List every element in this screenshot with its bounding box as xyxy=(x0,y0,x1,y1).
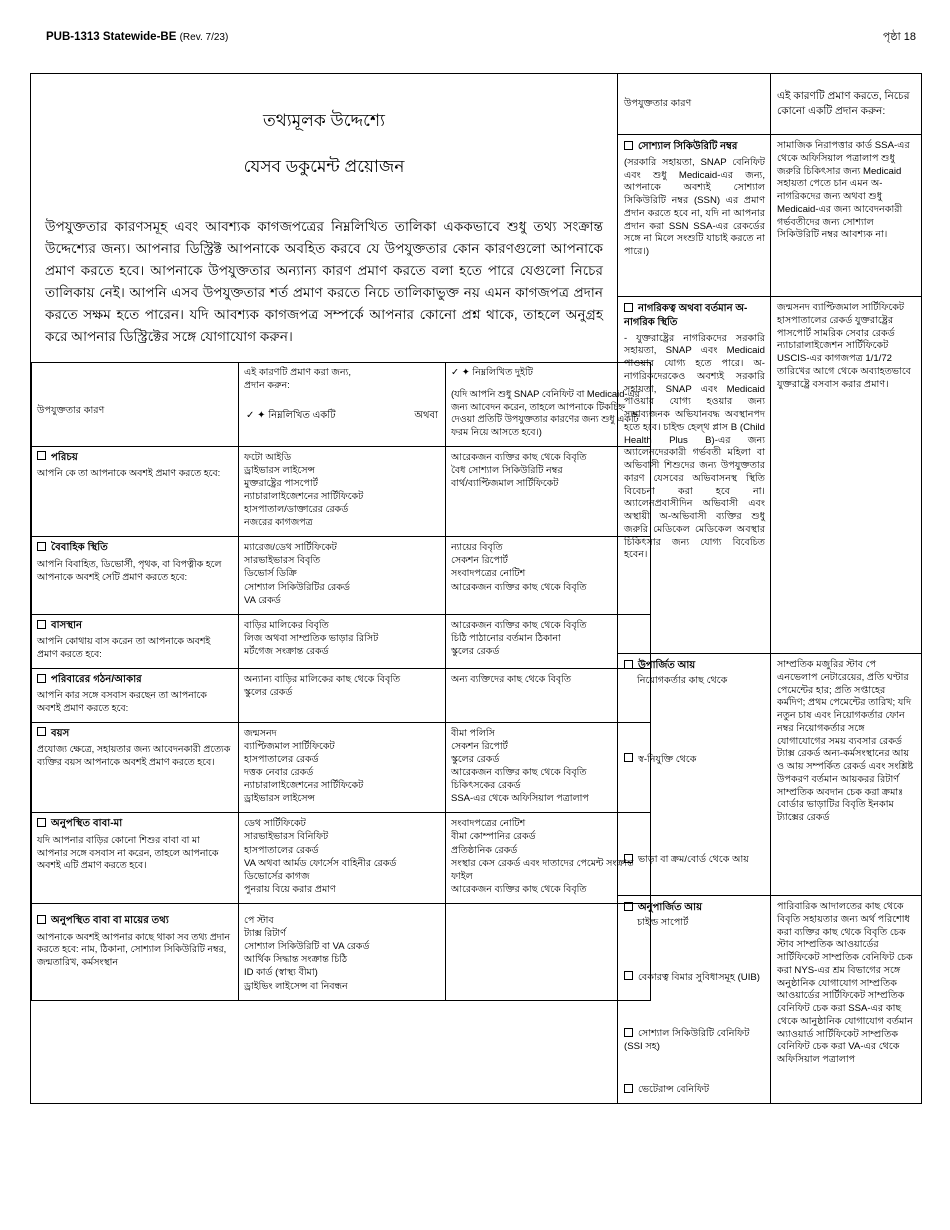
list-item: আরেকজন ব্যক্তির কাছ থেকে বিবৃতি xyxy=(451,619,587,631)
reason-title-text: অনুপার্জিত আয় xyxy=(638,902,702,913)
reason-earned-income xyxy=(618,654,770,896)
list-item: পে স্টাব xyxy=(244,914,274,926)
reason-title xyxy=(624,901,765,915)
doc-list xyxy=(451,619,645,658)
reason-subitem-rental xyxy=(624,854,765,867)
reason-subitem-label: স্ব-নিযুক্তি থেকে xyxy=(638,753,697,765)
list-item: ন্যাচারালাইজেশনের সার্টিফিকেট xyxy=(244,780,364,792)
list-item: সংবাদপত্রের নোটিশ xyxy=(451,818,526,830)
reason-title xyxy=(37,817,233,831)
list-item: সারভাইভারস বিনিফিট xyxy=(244,831,329,843)
spacer xyxy=(624,930,765,972)
reason-title-text: পরিচয় xyxy=(51,451,78,463)
reason-subitem-uib xyxy=(624,972,765,985)
table-row xyxy=(32,903,651,1000)
list-item: সেকশন রিপোর্ট xyxy=(451,555,508,567)
list-item: আরেকজন ব্যক্তির কাছ থেকে বিবৃতি xyxy=(451,581,587,593)
list-item: ডেথ সার্টিফিকেট xyxy=(244,818,306,830)
reason-subitem-child-support: চাইল্ড সাপোর্ট xyxy=(637,916,689,928)
list-item: ট্যাক্স রিটার্ণ xyxy=(244,928,286,940)
docs-one-of xyxy=(239,903,446,1000)
reason-title xyxy=(37,673,233,687)
right-header-row xyxy=(618,74,770,135)
reason-description: আপনাকে অবশই আপনার কাছে থাকা সব তথ্য প্রদান করতে হবে: নাম, ঠিকানা, সোশ্যাল সিকিউরিটি নম্বর, জন্মতারিখ, কর্মসংস্থান xyxy=(37,930,230,967)
checkbox-icon[interactable] xyxy=(624,753,633,762)
spacer xyxy=(624,766,765,854)
reason-household-composition xyxy=(32,668,239,722)
reason-description: আপনি কে তা আপনাকে অবশই প্রমাণ করতে হবে: xyxy=(37,467,221,479)
spacer xyxy=(624,688,765,754)
list-item: বাড়ির মালিকের বিবৃতি xyxy=(244,619,329,631)
list-item: মর্টগেজ সংক্রান্ত রেকর্ড xyxy=(244,646,329,658)
reason-absent-parent xyxy=(32,813,239,904)
left-header-one-of: ✓ ✦ নিম্নলিখিত একটি xyxy=(246,409,336,421)
right-reason-column xyxy=(618,74,771,1104)
checkbox-icon[interactable] xyxy=(37,674,46,683)
reason-title-text: পরিবারের গঠন/আকার xyxy=(51,673,142,685)
checkbox-icon[interactable] xyxy=(624,660,633,669)
doc-list xyxy=(244,817,440,896)
reason-title xyxy=(37,727,233,741)
list-item: সেকশন রিপোর্ট xyxy=(451,740,508,752)
reason-title xyxy=(37,541,233,555)
reason-body: (সরকারি সহায়তা, SNAP বেনিফিট এবং শুধু Medicaid-এর জন্য, আপনাকে অবশ্যই সোশ্যাল সিকিউরিটি নম্বর (SSN) এর প্রমাণ প্রদান করতে হবে না, যদি না আপনার প্রদান করা SSN SSA-এর রেকর্ডের সঙ্গে না মিলে সংশুটি যাচাই করতে না পারে।) xyxy=(624,156,765,257)
list-item: স্কুলের রেকর্ড xyxy=(451,753,500,765)
checkbox-icon[interactable] xyxy=(624,1084,633,1093)
document-main-table xyxy=(30,73,922,1104)
list-item: আরেকজন ব্যক্তির কাছ থেকে বিবৃতি xyxy=(451,451,587,463)
reason-title xyxy=(624,302,765,330)
reason-title xyxy=(624,140,765,154)
title-line-2: যেসব ডকুমেন্ট প্রয়োজন xyxy=(243,157,405,176)
document-title xyxy=(31,74,617,198)
list-item: হাসপাতালের রেকর্ড xyxy=(244,753,319,765)
reason-title xyxy=(624,659,765,673)
documents-citizenship: জন্মসনদ ব্যাপ্টিজমাল সার্টিফিকেট হাসপাতালের রেকর্ড যুক্তরাষ্ট্রের পাসপোর্ট সামরিক সেবার রেকর্ড ন্যাচারালাইজেশন সার্টিফিকেট USCIS-এর কাগজপত্র 1/1/72 তারিখের আগে থেকে অব্যাহতভাবে যুক্তরাষ্ট্রে বসবাস করার প্রমাণ। xyxy=(771,297,921,654)
left-header-provide-sub xyxy=(244,409,440,422)
reason-description: যদি আপনার বাড়ির কোনো শিশুর বাবা বা মা আপনার সঙ্গে বসবাস না করেন, তাহলে আপনাকে অবশই এটি প্রমাণ করতে হবে। xyxy=(37,833,219,871)
table-row xyxy=(32,614,651,668)
reason-description: আপনি কোথায় বাস করেন তা আপনাকে অবশই প্রমাণ করতে হবে: xyxy=(37,635,211,660)
list-item: হাসপাতাল/ডাক্তারের রেকর্ড xyxy=(244,504,349,516)
reason-unearned-income xyxy=(618,896,770,1103)
reason-title-text: বাসস্থান xyxy=(51,619,83,631)
form-id: PUB-1313 Statewide-BE xyxy=(46,31,177,43)
reason-subitem-label: বেকারত্ব বিমার সুবিধাসমূহ (UIB) xyxy=(638,971,760,983)
table-row xyxy=(618,654,770,896)
list-item: দত্তক নেবার রেকর্ড xyxy=(244,767,314,778)
table-row xyxy=(771,135,921,297)
list-item: চিঠি পাঠানোর বর্তমান ঠিকানা xyxy=(451,632,561,644)
right-header-row xyxy=(771,74,921,135)
right-documents-column xyxy=(771,74,922,1104)
doc-list xyxy=(244,619,440,658)
list-item: বৈধ সোশ্যাল সিকিউরিটি নম্বর xyxy=(451,464,563,476)
list-item: স্কুলের রেকর্ড xyxy=(451,646,500,658)
intro-paragraph: উপযুক্ততার কারণসমূহ এবং আবশ্যক কাগজপত্রের নিম্নলিখিত তালিকা এককভাবে শুধু তথ্য সংক্রান্ত উদ্দেশ্যের জন্য। আপনার ডিস্ট্রিক্ট আপনাকে অবহিত করবে যে উপযুক্ততার কোন কারণগুলো আপনাকে প্রমাণ করতে হবে। আপনাকে উপযুক্ততার অন্যান্য কারণ প্রমাণ করতে বলা হতে পারে যেগুলো নিচের তালিকায় নেই। আপনি এসব উপযুক্ততার শর্ত প্রমাণ করতে নিচে তালিকাভুক্ত নয় এমন কাগজপত্র প্রদান করতে সক্ষম হতে পারেন। যদি আবশ্যক কাগজপত্র সম্পর্কে আপনার কোনো প্রশ্ন থাকে, তাহলে অনুগ্রহ করে আপনার ডিস্ট্রিক্টের সঙ্গে যোগাযোগ করুন। xyxy=(45,219,603,345)
doc-list xyxy=(244,541,440,607)
reason-title xyxy=(37,914,233,928)
left-header-or: অথবা xyxy=(414,409,438,421)
reason-body: - যুক্তরাষ্ট্রের নাগরিকদের সরকারি সহায়তা, SNAP এবং Medicaid পাওয়ার যোগ্য হতে পারে। অ-নাগরিকদেরকেও অবশ্যই সরকারি সহায়তা, SNAP এবং Medicaid পাওয়ার যোগ্য হওয়ার জন্য সম্ভাব্যজনক অভিযানবদ্ধ অবস্থানপদ হতে হবে। চাইল্ড হেল্থ প্লাস B (Child Health Plus B)-এর জন্য অ্যালেনদেরকারী গর্ভবতী মহিলা বা অভিবাসী শিশুদের জন্য উপযুক্ততার কারণ যেসবের অভিবাসনস্থ স্থিতি বিবেচনা করা হবে না। অ্যালেনপ্রবাসীদিন অভিবাসী এবং অস্থায়ী অ-অভিবাসী ব্যক্তির শুধু জরুরি মেডিকেল মেডিকেল অবস্থার চিকিৎসার জন্য যোগ্য বিবেচিত হবেন। xyxy=(624,332,765,561)
list-item: ম্যারেজ/ডেথ সার্টিফিকেট xyxy=(244,542,337,554)
reason-subitem-label: ভেটেরান্স বেনিফিট xyxy=(638,1083,710,1095)
left-requirements-table xyxy=(31,362,651,1001)
doc-list xyxy=(244,673,440,699)
list-item: হাসপাতালের রেকর্ড xyxy=(244,844,319,856)
checkbox-icon[interactable] xyxy=(624,971,633,980)
doc-list xyxy=(451,541,645,593)
right-header-documents: এই কারণটি প্রমাণ করতে, নিচের কোনো একটি প্রদান করুন: xyxy=(771,74,921,135)
reason-title-text: অনুপস্থিত বাবা-মা xyxy=(51,818,123,830)
table-row xyxy=(618,135,770,297)
list-item: ডিভোর্স ডিক্রি xyxy=(244,568,297,580)
table-row xyxy=(32,813,651,904)
list-item: ফটো আইডি xyxy=(244,451,292,463)
doc-list xyxy=(244,727,440,806)
spacer xyxy=(624,984,765,1028)
list-item: স্কুলের রেকর্ড xyxy=(244,686,293,698)
reason-residence xyxy=(32,614,239,668)
left-header-two-of-line1: ✓ ✦ নিম্নলিখিত দুইটি xyxy=(451,367,533,379)
list-item: সংবাদপত্রের নোটিশ xyxy=(451,568,526,580)
list-item: VA রেকর্ড xyxy=(244,594,281,606)
checkbox-icon[interactable] xyxy=(624,141,633,150)
reason-title-text: উপার্জিত আয় xyxy=(638,660,696,671)
list-item: ডিভোর্সের কাগজ xyxy=(244,870,310,882)
list-item: বার্থ/ব্যাপ্টিজমাল সার্টিফিকেট xyxy=(451,477,559,489)
left-table-header-row xyxy=(32,363,651,447)
reason-title xyxy=(37,619,233,633)
doc-list xyxy=(451,673,645,686)
docs-one-of xyxy=(239,446,446,537)
left-header-provide-line2: প্রদান করুন: xyxy=(244,379,290,391)
list-item: চিকিৎসকের রেকর্ড xyxy=(451,780,521,792)
list-item: সোশ্যাল সিকিউরিটি বা VA রেকর্ড xyxy=(244,941,370,953)
checkbox-icon[interactable] xyxy=(37,727,46,736)
reason-description: আপনি কার সঙ্গে বসবাস করছেন তা আপনাকে অবশই প্রমাণ করতে হবে: xyxy=(37,689,207,713)
reason-title-text: বয়স xyxy=(51,727,70,739)
doc-list xyxy=(244,451,440,530)
reason-title-text: অনুপস্থিত বাবা বা মায়ের তথ্য xyxy=(51,914,169,926)
list-item: সংস্থার কেস রেকর্ড এবং দাতাদের পেমেন্ট সংক্রান্ত ফাইল xyxy=(451,857,634,882)
list-item: প্রতিষ্ঠানিক রেকর্ড xyxy=(451,844,518,856)
list-item: আরেকজন ব্যক্তির কাছ থেকে বিবৃতি xyxy=(451,883,587,895)
table-row xyxy=(32,446,651,537)
list-item: আর্থিক সিদ্ধান্ত সংক্রান্ত চিঠি xyxy=(244,954,348,966)
checkbox-icon[interactable] xyxy=(37,818,46,827)
list-item: অন্যান্য বাড়ির মালিকের কাছ থেকে বিবৃতি xyxy=(244,673,401,685)
page-number: পৃষ্ঠা 18 xyxy=(882,31,916,43)
list-item: সোশ্যাল সিকিউরিটির রেকর্ড xyxy=(244,581,350,593)
list-item: মুক্তরাষ্ট্রের পাসপোর্ট xyxy=(244,477,318,489)
reason-citizenship xyxy=(618,297,770,654)
list-item: ড্রাইভারস লাইসেন্স xyxy=(244,464,315,476)
checkbox-icon[interactable] xyxy=(37,620,46,629)
spacer xyxy=(624,1054,765,1084)
list-item: ID কার্ড (স্বাস্থ্য বীমা) xyxy=(244,967,318,979)
list-item: জন্মসনদ xyxy=(244,727,277,739)
left-header-provide xyxy=(239,363,446,447)
table-row xyxy=(32,668,651,722)
list-item: SSA-এর থেকে অফিসিয়াল পত্রালাপ xyxy=(451,793,589,805)
reason-title-text: সোশ্যাল সিকিউরিটি নম্বর xyxy=(638,141,738,152)
docs-one-of xyxy=(239,614,446,668)
reason-ssn xyxy=(618,135,770,297)
list-item: পুনরায় বিয়ে করার প্রমাণ xyxy=(244,883,336,895)
list-item: আরেকজন ব্যক্তির কাছ থেকে বিবৃতি xyxy=(451,767,587,778)
list-item: নজরের কাগজপত্র xyxy=(244,517,313,529)
form-revision: (Rev. 7/23) xyxy=(179,32,229,43)
reason-identity xyxy=(32,446,239,537)
left-header-reason: উপযুক্ততার কারণ xyxy=(32,363,239,447)
table-row xyxy=(32,722,651,813)
table-row xyxy=(771,654,921,896)
reason-subitem-self-employment xyxy=(624,754,765,767)
right-header-reason: উপযুক্ততার কারণ xyxy=(618,74,770,135)
left-header-provide-line1: এই কারণটি প্রমাণ করা জন্য, xyxy=(244,367,352,379)
checkbox-icon[interactable] xyxy=(624,303,633,312)
documents-earned-income: সাম্প্রতিক মজুরির স্টাব পে এনভেলাপ নেটারেয়ের, প্রতি ঘণ্টার পেমেন্টের হার; প্রতি সপ্তাহের কর্মদিণ; প্রথম পেমেন্টের তারিখ; যদি নতুন চাষ এবং নিয়োগকর্তার ফোন নম্বর নিয়োগকর্তার সঙ্গে যোগাযোগের সময় ব্যবসার রেকর্ড ট্যাক্স রেকর্ড অন্য-কর্মসংস্থানের আয় ও আয় সম্পর্কিত রেকর্ড এবং সংশ্লিষ্ট উপকরণ বর্তমান আয়করর রিটার্ণ সাম্প্রতিক অবদান চেক করা ক্রমাঃ বোর্ডার ভাড়াটির বিবৃতি ইনকাম ট্যাক্সের রেকর্ড xyxy=(771,654,921,896)
form-identifier xyxy=(46,31,228,43)
checkbox-icon[interactable] xyxy=(624,902,633,911)
reason-subitem-ssa xyxy=(624,1028,765,1054)
reason-absent-parent-info xyxy=(32,903,239,1000)
list-item: ড্রাইভিং লাইসেন্স বা নিবন্ধন xyxy=(244,980,348,992)
checkbox-icon[interactable] xyxy=(624,854,633,863)
table-row xyxy=(618,297,770,654)
reason-title-text: বৈবাহিক স্থিতি xyxy=(51,542,108,554)
reason-subitem-label: সোশ্যাল সিকিউরিটি বেনিফিট (SSI সহ) xyxy=(624,1028,750,1052)
list-item: অন্য ব্যক্তিদের কাছ থেকে বিবৃতি xyxy=(451,673,571,685)
list-item: সারভাইভারস বিবৃতি xyxy=(244,555,321,567)
reason-description: আপনি বিবাহিত, ডিভোর্সী, পৃথক, বা বিপত্নীক হলে আপনাকে অবশই সেটি প্রমাণ করতে হবে: xyxy=(37,557,222,582)
documents-ssn: সামাজিক নিরাপত্তার কার্ড SSA-এর থেকে অফিসিয়াল পত্রালাপ শুধু জরুরি চিকিৎসার জন্য Medicaid সহায়তা পেতে চান এমন অ-নাগরিকদের জন্য অথবা শুধু Medicaid-এর জন্য আবেদনকারী গর্ভবতীদের জন্য সোশ্যাল সিকিউরিটি নম্বর আবশ্যক না। xyxy=(771,135,921,297)
table-row xyxy=(32,537,651,615)
list-item: ব্যাপ্টিজমাল সার্টিফিকেট xyxy=(244,740,335,752)
title-line-1: তথ্যমূলক উদ্দেশ্যে xyxy=(263,111,385,130)
reason-title xyxy=(37,451,233,465)
doc-list xyxy=(451,817,645,896)
docs-one-of xyxy=(239,722,446,813)
doc-list xyxy=(451,727,645,806)
page-header xyxy=(30,28,920,47)
docs-one-of xyxy=(239,537,446,615)
reason-subitem-label: ভাড়া বা ক্রম/বোর্ড থেকে আয় xyxy=(638,854,749,866)
checkbox-icon[interactable] xyxy=(624,1028,633,1037)
docs-one-of xyxy=(239,668,446,722)
list-item: বীমা কোম্পানির রেকর্ড xyxy=(451,831,536,843)
reason-age xyxy=(32,722,239,813)
reason-title-text: নাগরিকত্ব অথবা বর্তমান অ-নাগরিক স্থিতি xyxy=(624,303,748,328)
documents-unearned-income: পারিবারিক আদালতের কাছ থেকে বিবৃতি সহায়তার জন্য অর্থ পরিশোধ করা ব্যক্তির কাছ থেকে বিবৃতি চেক স্টাব সাম্প্রতিক আওয়ার্ডের সার্টিফিকেট সাম্প্রতিক বেনিফিট চেক করা NYS-এর শ্রম বিভাগের সঙ্গে অনুষ্ঠানিক যোগাযোগ সাম্প্রতিক আওয়ার্ডের সার্টিফিকেট সাম্প্রতিক বেনিফিট চেক করা SSA-এর কাছ থেকে আনুষ্ঠানিক যোগাযোগ বর্তমান অ্যাওয়ার্ড সার্টিফিকেট সাম্প্রতিক বেনিফিট চেক করা VA-এর থেকে অফিসিয়াল পত্রালাপ xyxy=(771,896,921,1073)
list-item: ড্রাইভারস লাইসেন্স xyxy=(244,793,315,805)
right-documents-table xyxy=(771,74,921,1073)
checkbox-icon[interactable] xyxy=(37,451,46,460)
left-header-note: (যদি আপনি শুধু SNAP বেনিফিট বা Medicaid-এর জন্য আবেদন করেন, তাহলে আপনাকে টিকচিহ্ন দেওয়া প্রতিটি উপযুক্ততার কারণের জন্য শুধু একটি ফরম নিয়ে আসতে হবে।) xyxy=(451,387,640,437)
left-section xyxy=(31,74,640,1104)
reason-subitem-veterans xyxy=(624,1084,765,1097)
reason-subitem-employer: নিয়োগকর্তার কাছ থেকে xyxy=(637,674,728,686)
checkbox-icon[interactable] xyxy=(37,915,46,924)
table-row xyxy=(771,896,921,1073)
reason-description: প্রযোজ্য ক্ষেত্রে, সহায়তার জন্য আবেদনকারী প্রত্যেক ব্যক্তির বয়স আপনাকে অবশই প্রমাণ করতে হবে। xyxy=(37,743,231,767)
doc-list xyxy=(451,451,645,490)
list-item: বীমা পলিসি xyxy=(451,727,495,739)
right-reason-table xyxy=(618,74,770,1103)
list-item: VA অথবা আর্মড ফোর্সেস বাহিনীর রেকর্ড xyxy=(244,857,397,869)
list-item: লিজ অথবা সাম্প্রতিক ভাড়ার রিসিট xyxy=(244,632,379,644)
list-item: ন্যাচারালাইজেশনের সার্টিফিকেট xyxy=(244,490,364,502)
table-row xyxy=(771,297,921,654)
reason-marital-status xyxy=(32,537,239,615)
doc-list xyxy=(244,914,440,993)
docs-one-of xyxy=(239,813,446,904)
table-row xyxy=(618,896,770,1103)
list-item: ন্যায়ের বিবৃতি xyxy=(451,542,503,554)
checkbox-icon[interactable] xyxy=(37,542,46,551)
